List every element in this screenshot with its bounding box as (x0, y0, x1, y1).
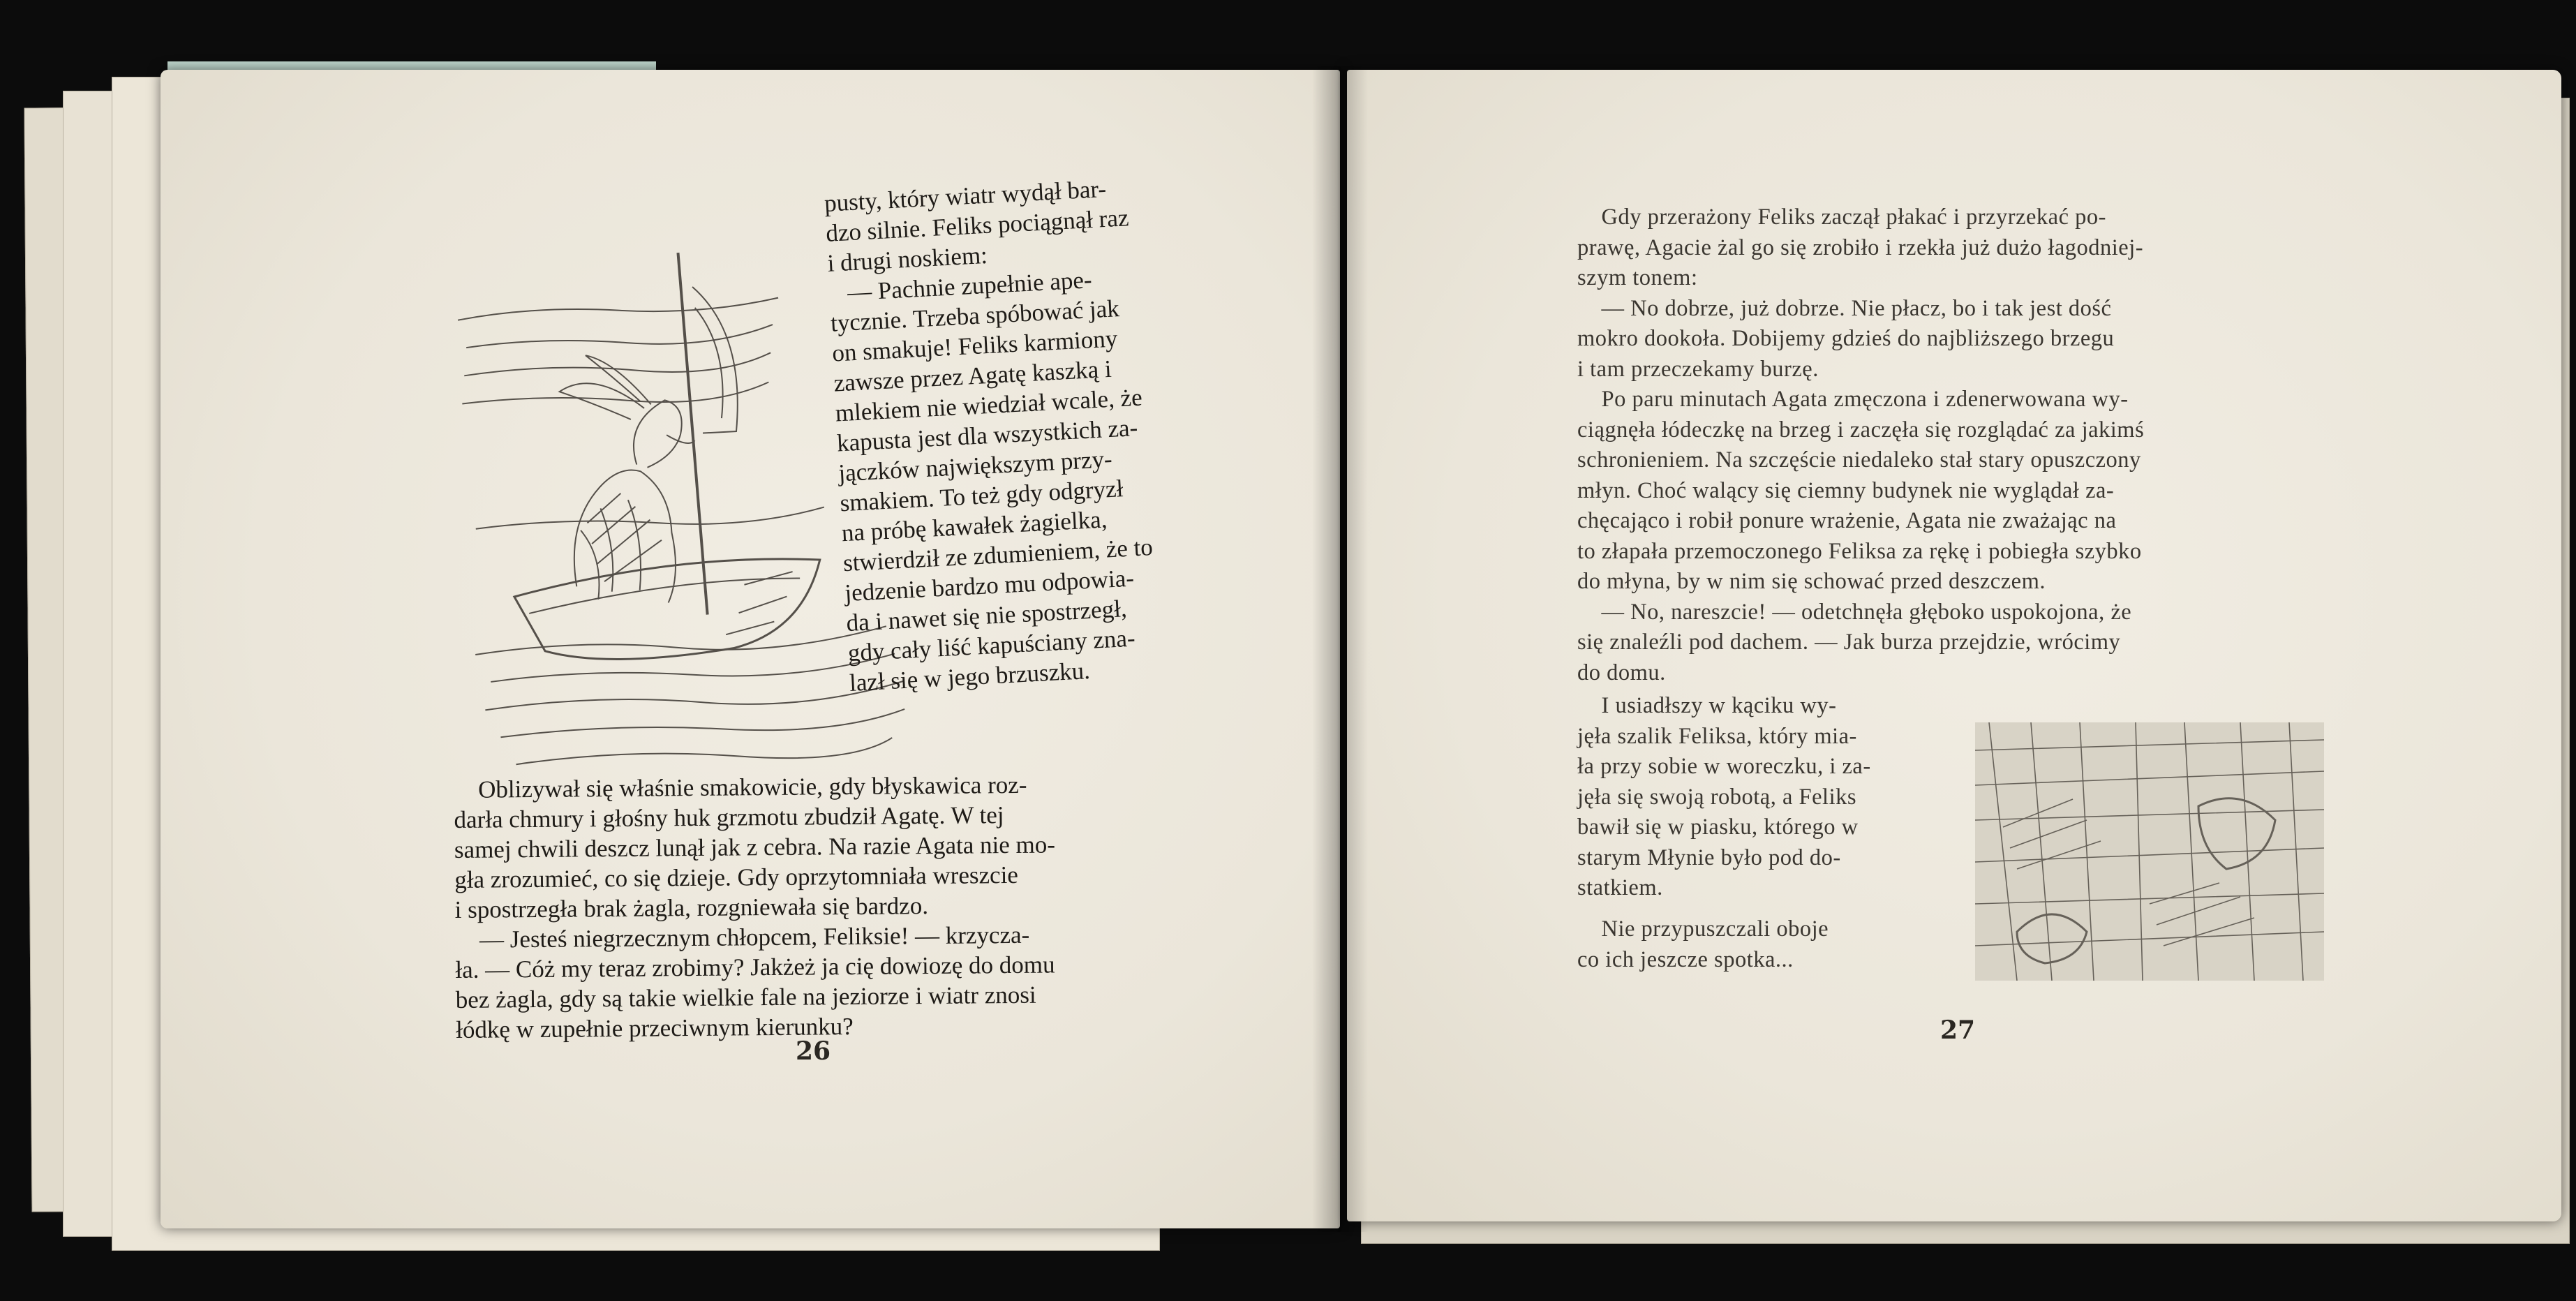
book-gutter (1312, 66, 1368, 1232)
right-page-bottom-text: Nie przypuszczali oboje co ich jeszcze spotka... (1577, 916, 1829, 972)
left-page-number: 26 (796, 1036, 831, 1066)
left-page (161, 70, 1340, 1228)
right-page-wrap-text: I usiadłszy w kąciku wy- jęła szalik Feliksa, który mia- ła przy sobie w woreczku, i za- jęła się swoją robotą, a Feliks bawił się w piasku, którego w starym Młynie było pod do- statkiem. (1577, 693, 1871, 900)
left-page-wrap-text: pusty, który wiatr wydął bar- dzo silnie. Feliks pociągnął raz i drugi noskiem: — Pachnie zupełnie ape- tycznie. Trzeba spóbować jak on smakuje! Feliks karmiony zawsze przez Agatę kaszką i mlekiem nie wiedział wcale, że kapusta jest dla wszystkich za- jączków największym przy- smakiem. To też gdy odgryzł na próbę kawałek żagielka, stwierdził ze zdumieniem, że to jedzenie bardzo mu odpowia- da i nawet się nie spostrzegł, gdy cały liść kapuściany zna- lazł się w jego brzuszku. (824, 174, 1154, 697)
right-page-number: 27 (1940, 1016, 1976, 1045)
mill-interior-illustration (1975, 722, 2324, 981)
left-page-main-text: Oblizywał się właśnie smakowicie, gdy błyskawica roz- darła chmury i głośny huk grzmotu zbudził Agatę. W tej samej chwili deszcz lunął jak z cebra. Na razie Agata nie mo- gła zrozumieć, co się dzieje. Gdy oprzytomniała wreszcie i spostrzegła brak żagla, rozgniewała się bardzo. — Jesteś niegrzecznym chłopcem, Feliksie! — krzycza- ła. — Cóż my teraz zrobimy? Jakżeż ja cię dowiozę do domu bez żagla, gdy są takie wielkie fale na jeziorze i wiatr znosi łódkę w zupełnie przeciwnym kierunku? (454, 771, 1056, 1043)
right-page (1347, 70, 2561, 1221)
right-page-top-text: Gdy przerażony Feliks zaczął płakać i przyrzekać po- prawę, Agacie żal go się zrobiło i rzekła już dużo łagodniej- szym tonem: — No dobrze, już dobrze. Nie płacz, bo i tak jest dość mokro dookoła. Dobijemy gdzieś do najbliższego brzegu i tam przeczekamy burzę. Po paru minutach Agata zmęczona i zdenerwowana wy- ciągnęła łódeczkę na brzeg i zaczęła się rozglądać za jakimś schronieniem. Na szczęście niedaleko stał stary opuszczony młyn. Choć walący się ciemny budynek nie wyglądał za- chęcająco i robił ponure wrażenie, Agata nie zważając na to złapała przemoczonego Feliksa za rękę i pobiegła szybko do młyna, by w nim się schować przed deszczem. — No, nareszcie! — odetchnęła głęboko uspokojona, że się znaleźli pod dachem. — Jak burza przejdzie, wrócimy do domu. (1577, 205, 2145, 685)
